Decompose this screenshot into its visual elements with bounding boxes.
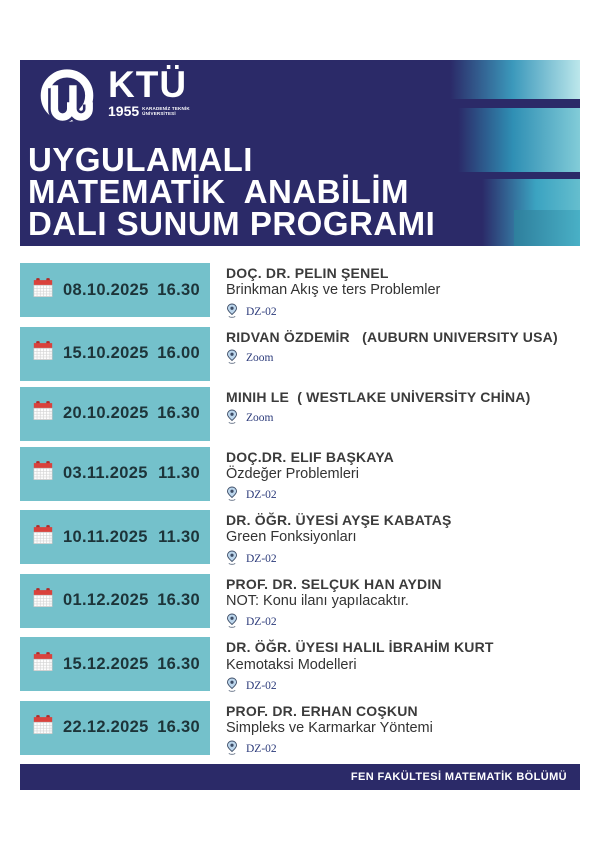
seminar-date: 15.12.2025	[63, 654, 149, 673]
seminar-details	[226, 574, 580, 632]
seminar-date: 15.10.2025	[63, 344, 149, 363]
seminar-time: 16.00	[157, 344, 200, 363]
calendar-icon	[32, 277, 54, 304]
location-line	[226, 550, 580, 568]
seminar-time: 16.30	[157, 654, 200, 673]
poster-header	[20, 60, 580, 246]
speaker-name: DR. ÖĞR. ÜYESİ AYŞE KABATAŞ	[226, 512, 452, 529]
seminar-date: 01.12.2025	[63, 591, 149, 610]
seminar-time: 16.30	[157, 591, 200, 610]
talk-topic: Green Fonksiyonları	[226, 529, 357, 546]
poster-title-line-2: MATEMATİK ANABİLİM	[28, 173, 409, 210]
location-name: DZ-02	[246, 305, 277, 318]
location-line	[226, 409, 580, 427]
speaker-name: PROF. DR. ERHAN COŞKUN	[226, 702, 418, 719]
talk-topic: Özdeğer Problemleri	[226, 465, 359, 482]
date-box	[20, 447, 210, 501]
seminar-details	[226, 387, 580, 441]
speaker-name: DOÇ.DR. ELIF BAŞKAYA	[226, 448, 394, 465]
location-pin-icon	[226, 486, 238, 504]
ktu-logo	[30, 66, 194, 145]
calendar-icon	[32, 460, 54, 487]
seminar-date: 10.11.2025	[63, 527, 148, 546]
seminar-row	[20, 327, 580, 381]
ktu-founding-year: 1955	[108, 102, 140, 119]
poster-title	[28, 141, 436, 242]
location-line	[226, 303, 580, 321]
location-pin-icon	[226, 613, 238, 631]
location-line	[226, 740, 580, 758]
seminar-details	[226, 637, 580, 695]
date-box	[20, 327, 210, 381]
location-pin-icon	[226, 550, 238, 568]
location-name: DZ-02	[246, 679, 277, 692]
seminar-details	[226, 327, 580, 381]
speaker-name: PROF. DR. SELÇUK HAN AYDIN	[226, 575, 442, 592]
location-pin-icon	[226, 740, 238, 758]
talk-topic: Kemotaksi Modelleri	[226, 656, 357, 673]
location-line	[226, 349, 580, 367]
location-name: Zoom	[246, 351, 274, 364]
speaker-name: DOÇ. DR. PELIN ŞENEL	[226, 265, 389, 281]
calendar-icon	[32, 587, 54, 614]
seminar-row	[20, 263, 580, 321]
schedule-list	[20, 263, 580, 758]
talk-topic: Brinkman Akış ve ters Problemler	[226, 282, 441, 299]
poster-title-line-3: DALI SUNUM PROGRAMI	[28, 205, 436, 242]
seminar-details	[226, 701, 580, 759]
seminar-poster	[20, 60, 580, 790]
location-name: DZ-02	[246, 616, 277, 629]
ktu-acronym: KTÜ	[108, 64, 188, 105]
poster-footer	[20, 764, 580, 790]
seminar-date: 22.12.2025	[63, 718, 149, 737]
location-pin-icon	[226, 303, 238, 321]
header-gradient-strip-4	[514, 210, 580, 246]
seminar-date: 03.11.2025	[63, 464, 148, 483]
location-name: DZ-02	[246, 552, 277, 565]
date-box	[20, 637, 210, 691]
ktu-university-name: KARADENİZ TEKNİK ÜNİVERSİTESİ	[142, 106, 190, 117]
seminar-details	[226, 510, 580, 568]
calendar-icon	[32, 651, 54, 678]
date-box	[20, 510, 210, 564]
location-line	[226, 486, 580, 504]
calendar-icon	[32, 524, 54, 551]
location-pin-icon	[226, 409, 238, 427]
date-box	[20, 574, 210, 628]
date-box	[20, 387, 210, 441]
seminar-row	[20, 387, 580, 441]
calendar-icon	[32, 714, 54, 741]
seminar-row	[20, 637, 580, 695]
ktu-logo-text	[108, 66, 194, 119]
location-name: DZ-02	[246, 743, 277, 756]
speaker-name: MINIH LE ( WESTLAKE UNİVERSİTY CHİNA)	[226, 388, 531, 405]
talk-topic: NOT: Konu ilanı yapılacaktır.	[226, 592, 409, 609]
calendar-icon	[32, 340, 54, 367]
location-pin-icon	[226, 349, 238, 367]
seminar-time: 11.30	[158, 527, 200, 546]
seminar-date: 20.10.2025	[63, 404, 149, 423]
location-line	[226, 677, 580, 695]
header-gradient-strip-2	[458, 108, 580, 172]
seminar-row	[20, 574, 580, 632]
speaker-name: RIDVAN ÖZDEMİR (AUBURN UNIVERSITY USA)	[226, 328, 558, 345]
seminar-time: 16.30	[157, 404, 200, 423]
seminar-row	[20, 510, 580, 568]
talk-topic: Simpleks ve Karmarkar Yöntemi	[226, 720, 433, 737]
location-line	[226, 613, 580, 631]
header-gradient-strip-1	[450, 60, 580, 99]
seminar-time: 16.30	[157, 718, 200, 737]
speaker-name: DR. ÖĞR. ÜYESI HALIL İBRAHİM KURT	[226, 639, 494, 656]
seminar-row	[20, 447, 580, 505]
seminar-date: 08.10.2025	[63, 280, 149, 299]
location-name: Zoom	[246, 411, 274, 424]
location-pin-icon	[226, 677, 238, 695]
seminar-details	[226, 447, 580, 505]
calendar-icon	[32, 400, 54, 427]
date-box	[20, 701, 210, 755]
seminar-time: 11.30	[158, 464, 200, 483]
date-box	[20, 263, 210, 317]
ktu-emblem-icon	[30, 66, 104, 145]
footer-department-label: FEN FAKÜLTESİ MATEMATİK BÖLÜMÜ	[350, 771, 567, 784]
seminar-details	[226, 263, 580, 321]
seminar-time: 16.30	[157, 280, 200, 299]
location-name: DZ-02	[246, 489, 277, 502]
poster-title-line-1: UYGULAMALI	[28, 141, 253, 178]
seminar-row	[20, 701, 580, 759]
